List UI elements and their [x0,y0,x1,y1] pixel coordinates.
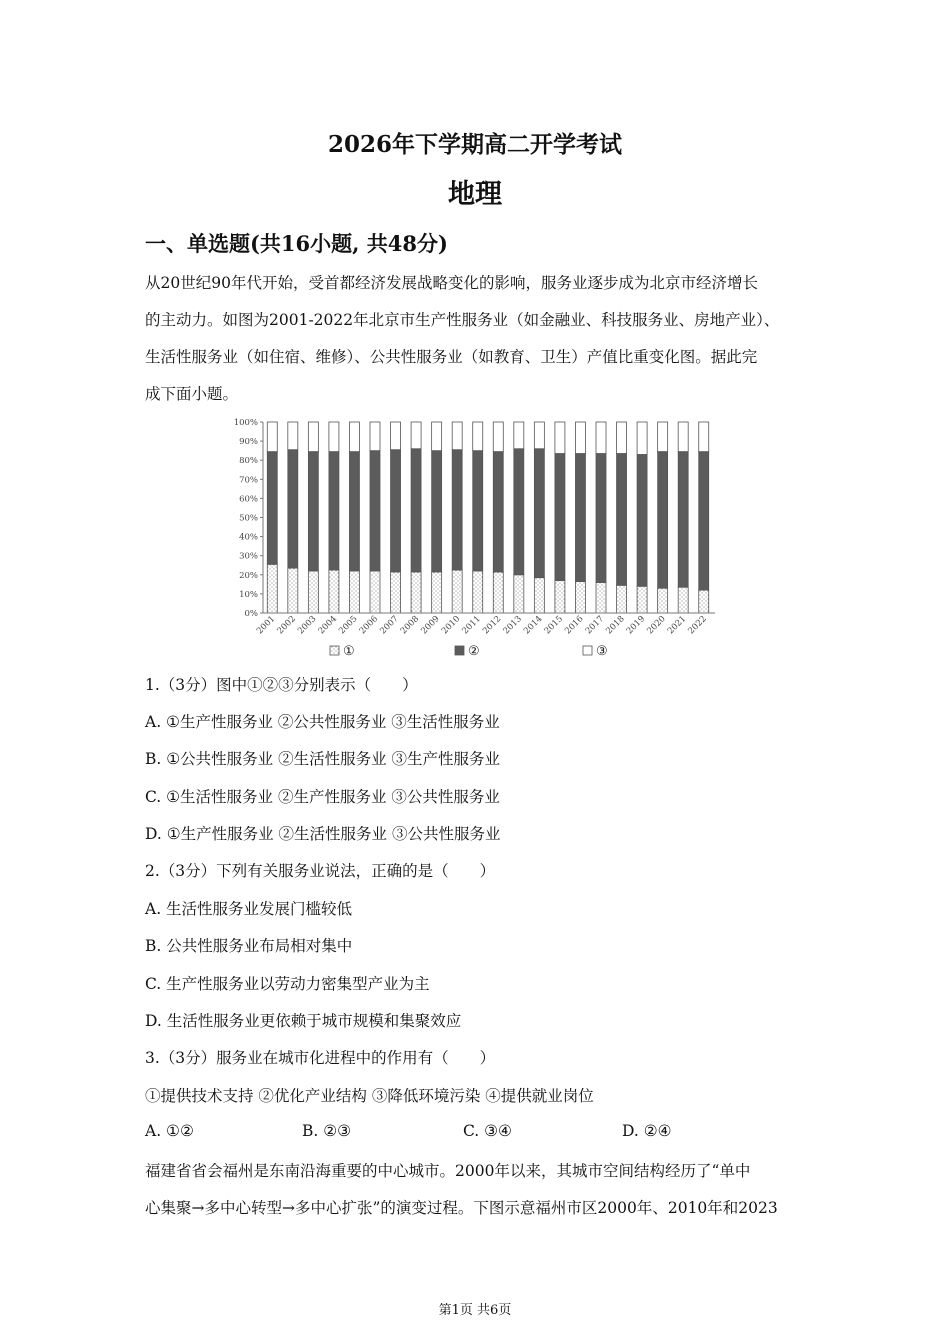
bar-segment-1 [329,570,339,613]
bar-segment-1 [432,572,442,613]
page-footer: 第1页 共6页 [438,1303,512,1318]
bar-segment-3 [452,422,462,450]
bar-segment-2 [452,450,462,570]
y-tick-label: 30% [239,551,258,562]
bar-segment-2 [267,452,277,565]
bar-segment-2 [534,449,544,578]
y-tick-label: 20% [239,570,258,581]
bar-segment-3 [514,422,524,449]
bar-segment-2 [596,454,606,583]
bar-segment-1 [267,564,277,613]
bar-segment-2 [555,454,565,581]
bar-segment-3 [349,422,359,452]
bar-segment-3 [411,422,421,449]
bar-segment-1 [411,572,421,613]
x-tick-label: 2011 [460,614,483,637]
bar-segment-1 [391,572,401,613]
intro-line: 从20世纪90年代开始，受首都经济发展战略变化的影响，服务业逐步成为北京市经济增长 [145,274,758,292]
x-tick-label: 2017 [583,614,607,637]
y-tick-label: 100% [233,418,258,428]
bar-segment-2 [493,452,503,572]
x-tick-label: 2018 [604,614,627,637]
bar-segment-3 [678,422,688,452]
y-tick-label: 90% [239,437,258,448]
bar-segment-1 [349,571,359,613]
bar-segment-1 [617,585,627,613]
stacked-bar-chart [225,412,725,668]
intro-line: 成下面小题。 [145,385,239,403]
bar-segment-1 [370,571,380,613]
bar-segment-2 [391,450,401,572]
bar-segment-2 [432,451,442,572]
y-tick-label: 80% [239,456,258,467]
x-tick-label: 2015 [542,614,566,637]
option-a: A. ①② [145,1122,194,1140]
bar-segment-3 [699,422,709,452]
x-tick-label: 2006 [357,614,381,637]
bar-segment-2 [658,452,668,589]
bar-segment-3 [267,422,277,452]
x-tick-label: 2019 [624,614,648,637]
option-d: D. ①生产性服务业 ②生活性服务业 ③公共性服务业 [145,825,501,843]
y-tick-label: 40% [239,532,258,543]
bar-segment-1 [678,587,688,613]
x-tick-label: 2008 [398,614,422,637]
bar-segment-2 [370,451,380,571]
option-a: A. 生活性服务业发展门槛较低 [145,900,353,918]
bar-segment-2 [514,449,524,575]
bar-segment-3 [432,422,442,451]
bar-segment-1 [308,571,318,613]
bar-segment-1 [596,582,606,613]
bar-segment-2 [349,452,359,571]
bar-segment-1 [452,570,462,613]
x-tick-label: 2009 [419,614,442,637]
bar-segment-1 [473,571,483,613]
x-tick-label: 2016 [563,614,586,637]
option-c: C. ①生活性服务业 ②生产性服务业 ③公共性服务业 [145,788,500,806]
question-stem: 2.（3分）下列有关服务业说法，正确的是（ ） [145,862,496,880]
bar-segment-1 [699,590,709,613]
legend-swatch [330,646,339,655]
bar-segment-1 [575,581,585,613]
bar-segment-3 [370,422,380,451]
bar-segment-3 [555,422,565,454]
x-tick-label: 2012 [481,614,504,637]
x-tick-label: 2004 [316,614,340,637]
legend-label: ③ [596,644,608,659]
x-tick-label: 2001 [255,614,278,637]
bar-segment-2 [308,452,318,571]
bar-segment-3 [288,422,298,450]
option-d: D. 生活性服务业更依赖于城市规模和集聚效应 [145,1012,462,1030]
intro-line: 心集聚→多中心转型→多中心扩张”的演变过程。下图示意福州市区2000年、2010年和2023 [145,1199,778,1217]
intro-line: 福建省省会福州是东南沿海重要的中心城市。2000年以来，其城市空间结构经历了“单中 [145,1162,751,1180]
x-tick-label: 2020 [645,614,668,637]
option-b: B. ②③ [302,1122,352,1140]
bar-segment-1 [658,588,668,613]
option-d: D. ②④ [622,1122,672,1140]
option-b: B. 公共性服务业布局相对集中 [145,937,353,955]
bar-segment-3 [308,422,318,452]
bar-segment-2 [575,454,585,582]
bar-segment-2 [637,454,647,586]
bar-segment-3 [534,422,544,449]
x-tick-label: 2014 [522,614,545,637]
bar-segment-3 [329,422,339,452]
intro-line: 的主动力。如图为2001-2022年北京市生产性服务业（如金融业、科技服务业、房地产业）、 [145,311,780,329]
y-tick-label: 0% [244,609,258,619]
x-tick-label: 2003 [296,614,319,637]
statement-list: ①提供技术支持 ②优化产业结构 ③降低环境污染 ④提供就业岗位 [145,1087,594,1105]
bar-segment-2 [678,452,688,588]
exam-title: 2026年下学期高二开学考试 [327,131,622,158]
bar-segment-1 [555,581,565,613]
y-tick-label: 60% [239,494,258,505]
x-tick-label: 2010 [439,614,463,637]
x-tick-label: 2013 [501,614,524,637]
option-b: B. ①公共性服务业 ②生活性服务业 ③生产性服务业 [145,750,500,768]
bar-segment-1 [493,572,503,613]
y-tick-label: 10% [239,589,258,600]
legend-swatch [583,646,592,655]
question-stem: 1.（3分）图中①②③分别表示（ ） [145,676,418,694]
bar-segment-3 [391,422,401,450]
bar-segment-1 [637,586,647,613]
x-tick-label: 2005 [337,614,360,637]
option-a: A. ①生产性服务业 ②公共性服务业 ③生活性服务业 [145,713,500,731]
legend-swatch [455,646,464,655]
option-c: C. 生产性服务业以劳动力密集型产业为主 [145,975,430,993]
bar-segment-3 [617,422,627,454]
legend-label: ② [468,644,480,659]
bar-segment-2 [699,452,709,590]
bar-segment-2 [473,451,483,571]
bar-segment-3 [473,422,483,451]
x-tick-label: 2021 [665,614,689,637]
x-tick-label: 2007 [378,614,401,637]
subject-title: 地理 [448,179,502,210]
question-stem: 3.（3分）服务业在城市化进程中的作用有（ ） [145,1049,496,1067]
bar-segment-1 [288,568,298,613]
x-tick-label: 2002 [275,614,298,637]
x-tick-label: 2022 [686,614,709,637]
intro-line: 生活性服务业（如住宿、维修）、公共性服务业（如教育、卫生）产值比重变化图。据此完 [145,348,758,366]
bar-segment-1 [534,578,544,613]
bar-segment-3 [596,422,606,454]
bar-segment-3 [493,422,503,452]
y-tick-label: 70% [239,475,258,486]
bar-segment-3 [658,422,668,452]
bar-segment-2 [411,449,421,572]
bar-segment-3 [637,422,647,454]
bar-segment-3 [575,422,585,454]
y-tick-label: 50% [239,513,258,524]
legend-label: ① [343,644,355,659]
bar-segment-2 [617,454,627,586]
section-heading: 一、单选题(共16小题, 共48分) [145,231,448,256]
bar-segment-2 [329,452,339,570]
bar-segment-1 [514,575,524,613]
option-c: C. ③④ [463,1122,512,1140]
bar-segment-2 [288,450,298,568]
